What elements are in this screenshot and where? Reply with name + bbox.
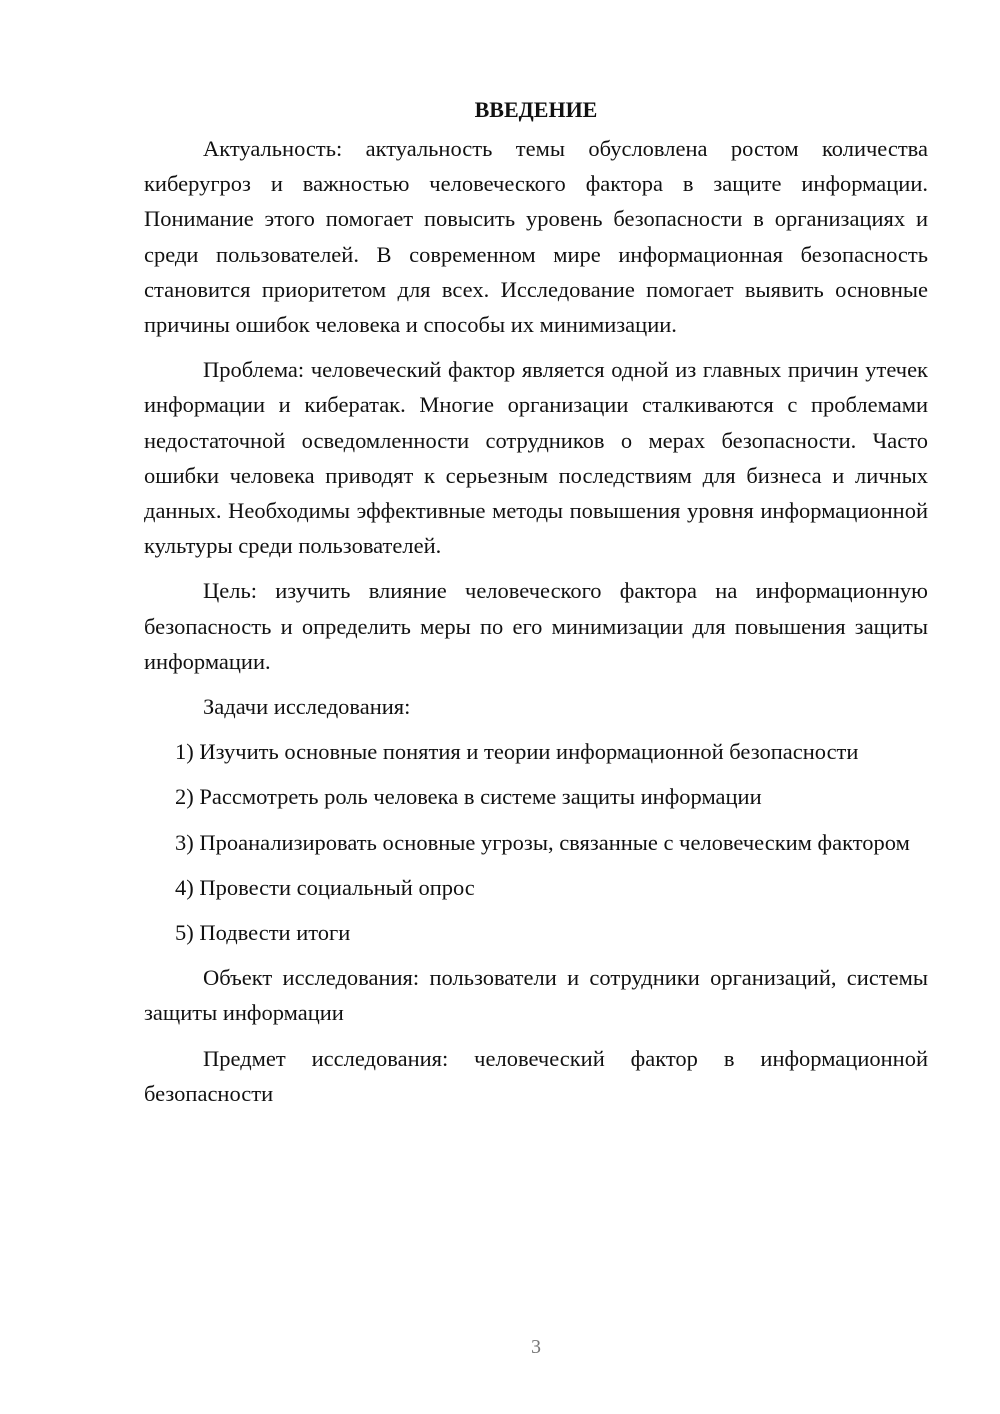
subject-paragraph: Предмет исследования: человеческий фактор в информационной безопасности <box>144 1045 928 1106</box>
section-title: ВВЕДЕНИЕ <box>474 97 598 122</box>
tasks-heading: Задачи исследования: <box>203 694 411 720</box>
object-paragraph: Объект исследования: пользователи и сотрудники организаций, системы защиты информации <box>144 965 928 1026</box>
task-item: 3) Проанализировать основные угрозы, связанные с человеческим фактором <box>175 829 910 855</box>
page-number: 3 <box>531 1336 541 1358</box>
problem-paragraph: Проблема: человеческий фактор является одной из главных причин утечек информации и кибератак. Многие организации сталкиваются с проблемами недостаточной осведомленности сотрудников о мерах безопасности. Часто ошибки человека приводят к серьезным последствиям для бизнеса и личных данных. Необходимы эффективные методы повышения уровня информационной культуры среди пользователей. <box>144 357 928 559</box>
task-item: 2) Рассмотреть роль человека в системе защиты информации <box>175 784 762 810</box>
page-content <box>144 92 928 1121</box>
task-item: 4) Провести социальный опрос <box>175 874 475 900</box>
task-item: 1) Изучить основные понятия и теории информационной безопасности <box>175 739 859 765</box>
task-item: 5) Подвести итоги <box>175 920 351 946</box>
goal-paragraph: Цель: изучить влияние человеческого фактора на информационную безопасность и определить меры по его минимизации для повышения защиты информации. <box>144 578 928 674</box>
relevance-paragraph: Актуальность: актуальность темы обусловлена ростом количества киберугроз и важностью человеческого фактора в защите информации. Понимание этого помогает повысить уровень безопасности в организациях и среди пользователей. В современном мире информационная безопасность становится приоритетом для всех. Исследование помогает выявить основные причины ошибок человека и способы их минимизации. <box>144 136 928 338</box>
